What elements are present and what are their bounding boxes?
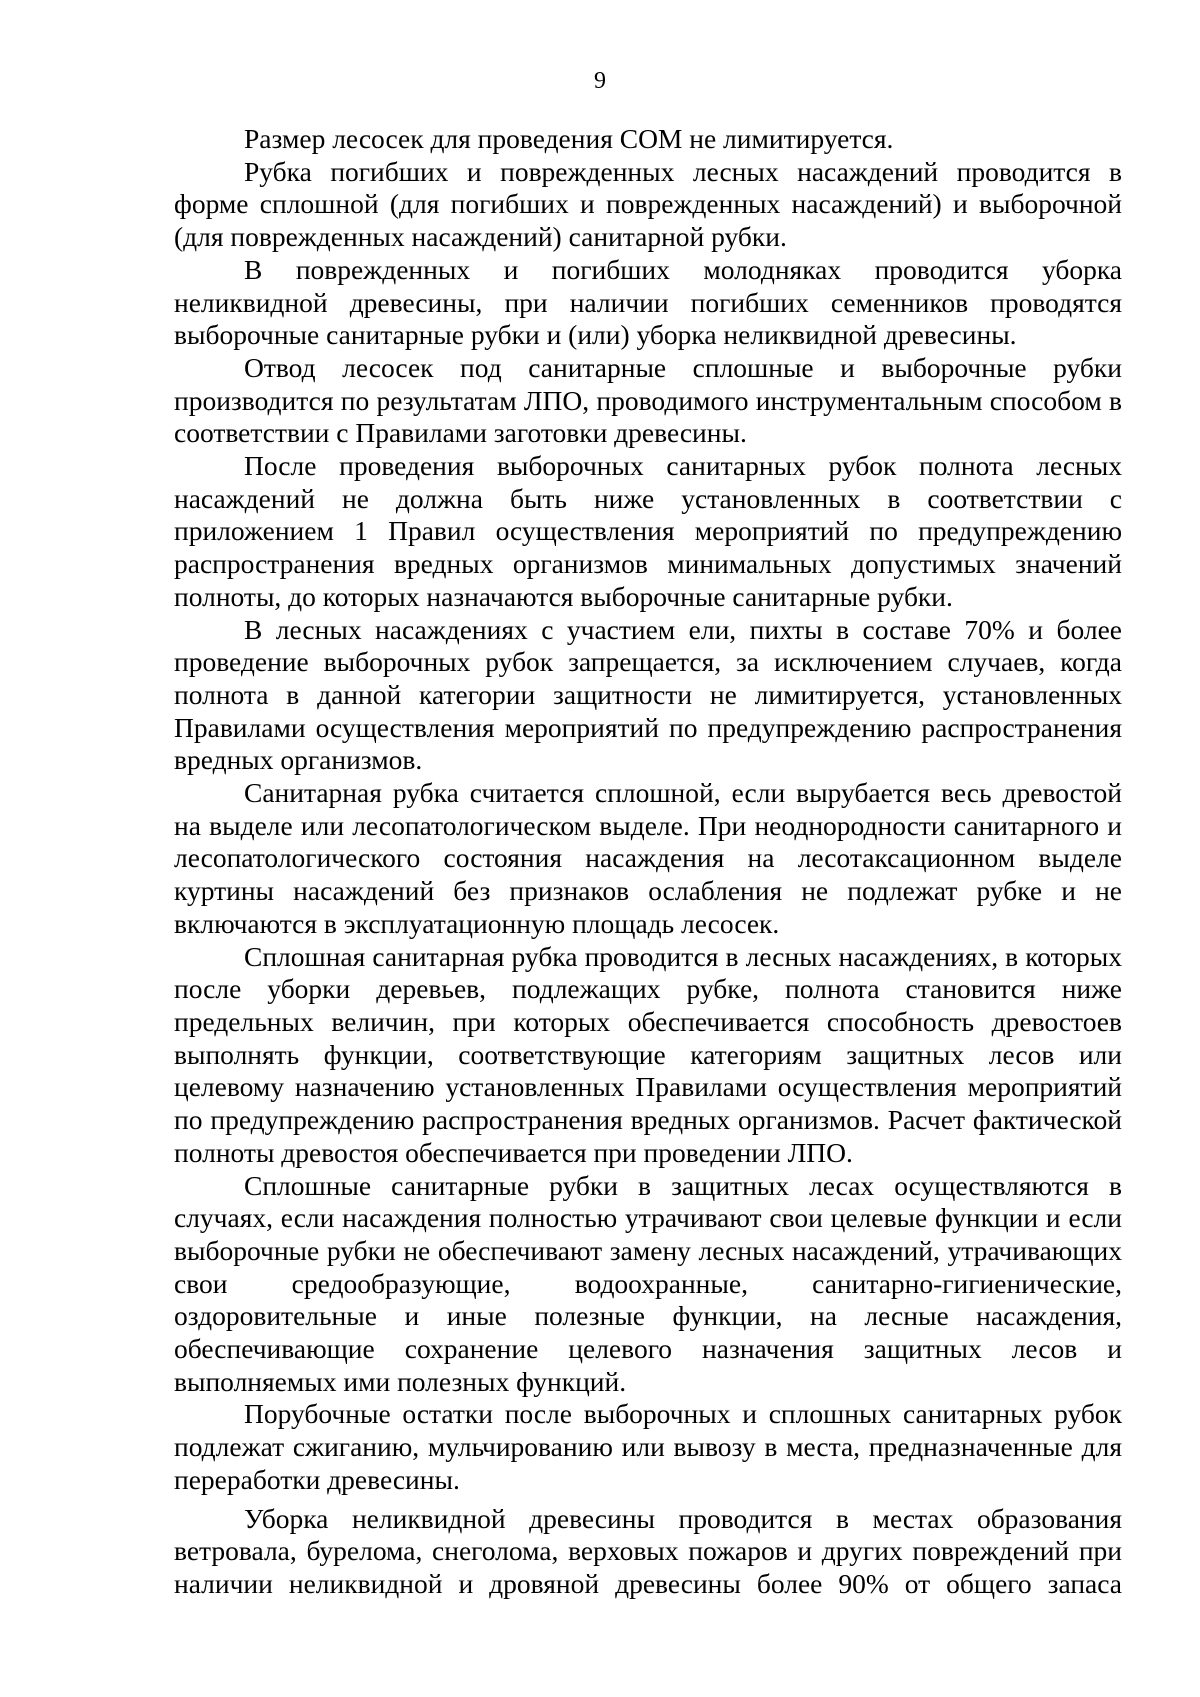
paragraph-clear-felling-conditions: Сплошная санитарная рубка проводится в лесных насаждениях, в которых после уборки деревьев, подлежащих рубке, полнота становится ниже предельных величин, при которых обеспечивается способность древостоев выполнять функции, соответствующие категориям защитных лесов или целевому назначению установленных Правилами осуществления мероприятий по предупреждению распространения вредных организмов. Расчет фактической полноты древостоя обеспечивается при проведении ЛПО. xyxy=(174,940,1122,1168)
paragraph-young-stands: В поврежденных и погибших молодняках проводится уборка неликвидной древесины, при наличии погибших семенников проводятся выборочные санитарные рубки и (или) уборка неликвидной древесины. xyxy=(174,253,1122,351)
paragraph-allotment: Отвод лесосек под санитарные сплошные и выборочные рубки производится по результатам ЛПО, проводимого инструментальным способом в соответствии с Правилами заготовки древесины. xyxy=(174,351,1122,449)
paragraph-unmarketable-wood: Уборка неликвидной древесины проводится в местах образования ветровала, бурелома, снеголома, верховых пожаров и других повреждений при наличии неликвидной и дровяной древесины более 90% от общего запаса xyxy=(174,1502,1122,1599)
paragraph-clear-felling-definition: Санитарная рубка считается сплошной, если вырубается весь древостой на выделе или лесопатологическом выделе. При неоднородности санитарного и лесопатологического состояния насаждения на лесотаксационном выделе куртины насаждений без признаков ослабления не подлежат рубке и не включаются в эксплуатационную площадь лесосек. xyxy=(174,777,1122,939)
page-number: 9 xyxy=(594,68,606,94)
paragraph-spruce-fir: В лесных насаждениях с участием ели, пихты в составе 70% и более проведение выборочных рубок запрещается, за исключением случаев, когда полнота в данной категории защитности не лимитируется, установленных Правилами осуществления мероприятий по предупреждению распространения вредных организмов. xyxy=(174,613,1122,776)
document-body xyxy=(174,123,1122,1601)
paragraph-felling-forms: Рубка погибших и поврежденных лесных насаждений проводится в форме сплошной (для погибших и поврежденных насаждений) и выборочной (для поврежденных насаждений) санитарной рубки. xyxy=(174,155,1122,253)
paragraph-protective-forests: Сплошные санитарные рубки в защитных лесах осуществляются в случаях, если насаждения полностью утрачивают свои целевые функции и если выборочные рубки не обеспечивают замену лесных насаждений, утрачивающих свои средообразующие, водоохранные, санитарно-гигиенические, оздоровительные и иные полезные функции, на лесные насаждения, обеспечивающие сохранение целевого назначения защитных лесов и выполняемых ими полезных функций. xyxy=(174,1169,1122,1397)
paragraph-cutting-area-size: Размер лесосек для проведения СОМ не лимитируется. xyxy=(244,123,894,154)
paragraph-stand-density: После проведения выборочных санитарных рубок полнота лесных насаждений не должна быть ниже установленных в соответствии с приложением 1 Правил осуществления мероприятий по предупреждению распространения вредных организмов минимальных допустимых значений полноты, до которых назначаются выборочные санитарные рубки. xyxy=(174,450,1122,612)
paragraph-logging-residues: Порубочные остатки после выборочных и сплошных санитарных рубок подлежат сжиганию, мульчированию или вывозу в места, предназначенные для переработки древесины. xyxy=(174,1398,1122,1495)
